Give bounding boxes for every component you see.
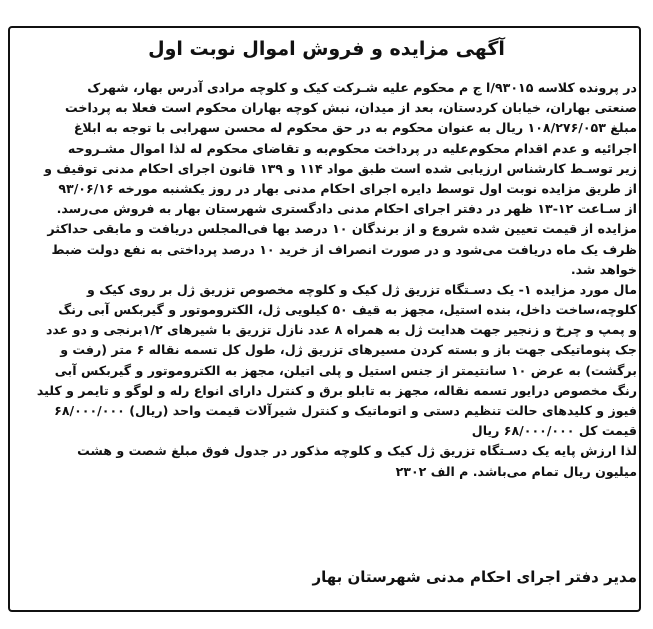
notice-line: جک پنوماتیکی جهت باز و بسته کردن مسیرهای تزریق ژل، طول کل تسمه نقاله ۶ متر (رفت و <box>60 342 637 358</box>
notice-line: مبلغ ۱۰۸/۲۷۶/۰۵۳ ریال به عنوان محکوم به در حق محکوم له محسن سهرابی با توجه به ابلاغ <box>73 120 637 136</box>
notice-line: و پمپ و چرخ و زنجیر جهت هدایت ژل به همراه ۸ عدد نازل تزریق با شیرهای ۱/۲برنجی و دو عدد <box>45 322 637 338</box>
notice-line: مال مورد مزایده ۱- یک دسـتگاه تزریق ژل کیک و کلوچه مخصوص تزریق ژل بر روی کیک و <box>86 281 637 297</box>
notice-line: اجرائیه و عدم اقدام محکوم‌علیه در پرداخت محکوم‌به و تقاضای محکوم له لذا اموال مشـروحه <box>67 140 637 156</box>
notice-line: ظرف یک ماه دریافت می‌شود و در صورت انصراف از خرید ۱۰ درصد پرداختی به نفع دولت ضبط <box>51 241 637 257</box>
notice-line: فیوز و کلیدهای حالت تنظیم دستی و اتوماتیک و کنترل شیرآلات قیمت واحد (ریال) ۶۸/۰۰۰/۰۰۰ <box>54 403 637 418</box>
notice-line: از طریق مزایده نوبت اول توسط دایره اجرای احکام مدنی بهار در روز یکشنبه مورخه ۹۳/۰۶/۱۶ <box>58 180 637 196</box>
notice-line: رنگ مخصوص درایور تسمه نقاله، مجهز به تابلو برق و کنترل دارای انواع رله و لوگو و تایمر و کلید <box>36 382 637 398</box>
notice-line: قیمت کل ۶۸/۰۰۰/۰۰۰ ریال <box>471 423 637 439</box>
notice-signature: مدیر دفتر اجرای احکام مدنی شهرستان بهار <box>312 568 637 586</box>
notice-line: از سـاعت ۱۲-۱۳ ظهر در دفتر اجرای احکام مدنی دادگستری شهرستان بهار به فروش می‌رسد. <box>56 201 637 217</box>
notice-body <box>20 78 637 482</box>
notice-line: لذا ارزش پایه یک دسـتگاه تزریق ژل کیک و کلوچه مذکور در جدول فوق مبلغ شصت و هشت <box>77 443 637 459</box>
notice-line: خواهد شد. <box>570 261 637 277</box>
notice-title: آگهی مزایده و فروش اموال نوبت اول <box>148 38 505 60</box>
notice-line: زیر توسـط کارشناس ارزیابی شده است طبق مواد ۱۱۴ و ۱۳۹ قانون اجرای احکام مدنی توقیف و <box>44 160 637 176</box>
notice-line: کلوچه،ساخت داخل، بنده استیل، مجهز به قیف ۵۰ کیلویی ژل، الکتروموتور و گیربکس آبی رنگ <box>58 302 637 318</box>
notice-line: صنعتی بهاران، خیابان کردستان، بعد از میدان، نبش کوچه بهاران محکوم است فعلا به پرداخت <box>65 100 637 116</box>
notice-line: میلیون ریال تمام می‌باشد. م الف ۲۳۰۲ <box>395 463 637 479</box>
notice-line: برگشت) به عرض ۱۰ سانتیمتر از جنس استیل و پلی اتیلن، مجهز به الکتروموتور و گیربکس آبی <box>54 362 637 378</box>
notice-line: مزایده از قیمت تعیین شده شروع و از برندگان ۱۰ درصد بها فی‌المجلس دریافت و مابقی حداکثر <box>47 221 637 237</box>
notice-line: در پرونده کلاسه ۹۳۰۱۵/ا ج م محکوم علیه شـرکت کیک و کلوچه مرادی آدرس بهار، شهرک <box>87 80 637 95</box>
